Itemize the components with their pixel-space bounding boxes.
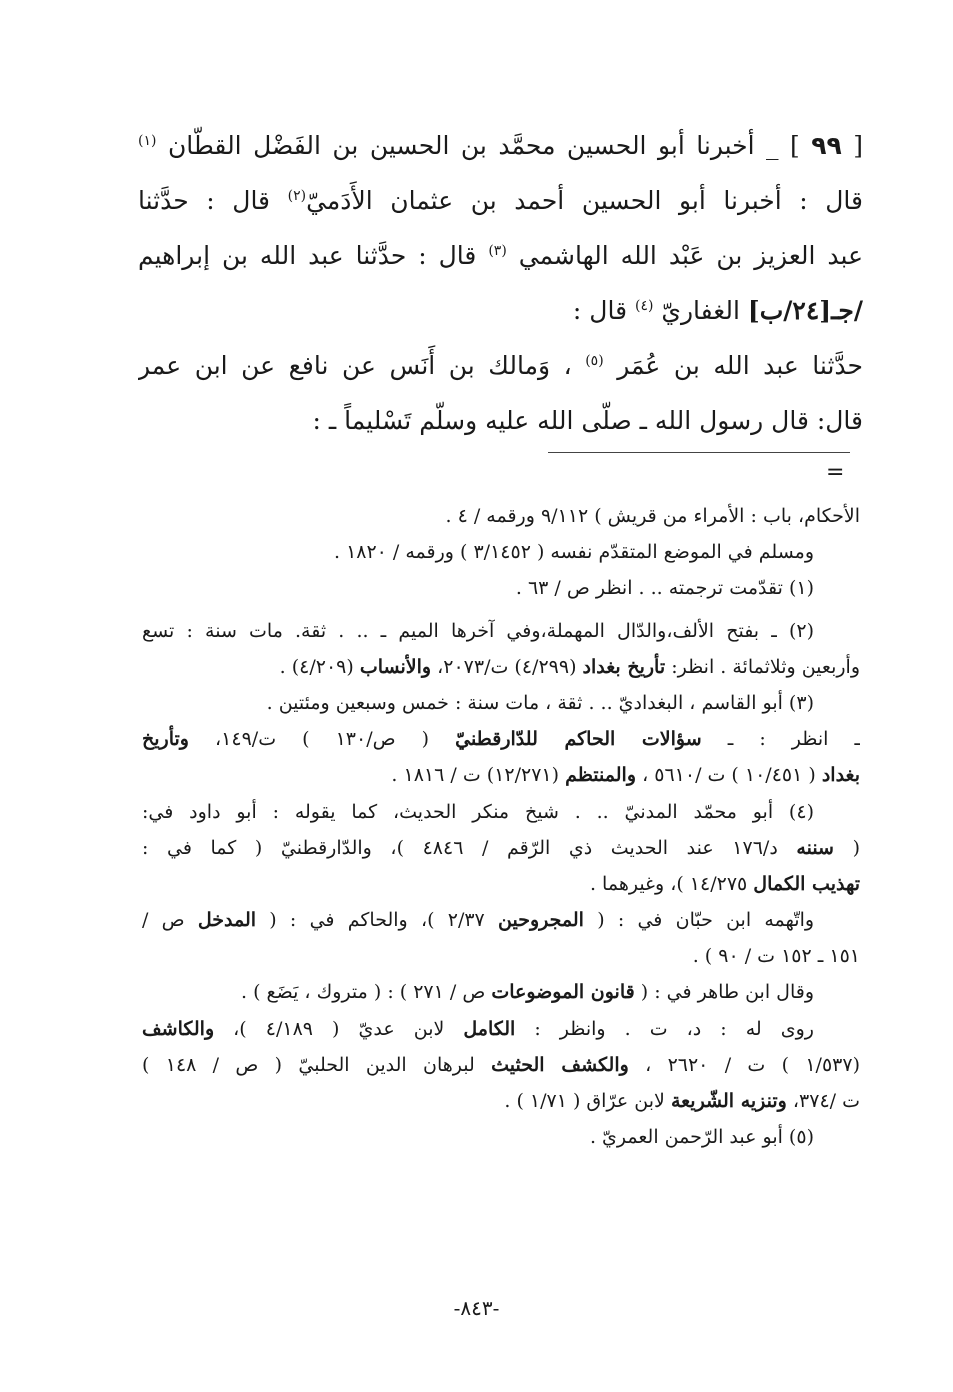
footnote-line: وقال ابن طاهر في : ( قانون الموضوعات ص / ٢٧١ ) : ( متروك ، يَضَع ) . <box>240 981 814 1004</box>
footnote-line: الأحكام، باب : الأمراء من قريش ) ٩/١١٢ ورقمه / ٤ . <box>445 505 860 527</box>
footnote-line: ١٥١ ـ ١٥٢ ت / ٩٠ ) . <box>692 945 860 968</box>
book-title: الكامل <box>463 1017 516 1040</box>
footnote-line: ( سننه د/١٧٦ عند الحديث ذي الرّقم / ٤٨٤٦ )، والدّارقطنيّ ( كما في : <box>142 836 860 859</box>
book-title: وتأريخ <box>142 728 189 751</box>
footnote-5: (٥) أبو عبد الرّحمن العمريّ . <box>589 1126 814 1149</box>
footnote-separator <box>548 452 850 453</box>
book-title: المجروحين <box>498 909 584 932</box>
hadith-line-4: /جـ[٢٤/ب] الغفاريّ $^{(٤)}$ قال : <box>572 296 863 325</box>
book-title: قانون الموضوعات <box>491 981 635 1004</box>
book-title: والأنساب <box>359 655 432 678</box>
footnote-line: روى له : د، ت . وانظر : الكامل لابن عديّ ( ٤/١٨٩ )، والكاشف <box>142 1017 814 1040</box>
footnote-2: (٢) ـ بفتح الألف،والدّال المهملة،وفي آخرها الميم ـ .. . ثقة. مات سنة : تسع <box>142 619 814 642</box>
footnote-3: (٣) أبو القاسم ، البغداديّ .. . ثقة ، مات سنة : خمس وسبعين ومئتين . <box>266 691 814 714</box>
footnote-ref-5[interactable]: (٥) <box>585 353 604 369</box>
footnote-4: (٤) أبو محمّد المدنيّ .. . شيخ منكر الحديث، كما يقوله : أبو داود في: <box>142 800 814 823</box>
book-title: سننه <box>796 836 834 859</box>
book-title: تهذيب الكمال <box>753 872 860 895</box>
hadith-line-1: [ ٩٩ ] _ أخبرنا أبو الحسين محمَّد بن الحسين بن الفَضْل القطّان $^{(١)}$ <box>138 131 863 160</box>
footnote-line: وأربعين وثلاثمائة . انظر: تأريخ بغداد (٤/٢٩٩) ت/٢٠٧٣، والأنساب (٤/٢٠٩) . <box>279 655 860 678</box>
footnote-line: ـ انظر : ـ سؤالات الحاكم للدّارقطنيّ ( ص/١٣٠ ) ت/١٤٩، وتأريخ <box>142 728 860 751</box>
book-title: تأريخ بغداد <box>582 655 666 678</box>
book-title: والمنتظم <box>565 764 637 787</box>
footnotes <box>142 498 860 1155</box>
footnote-line: ومسلم في الموضع المتقدّم نفسه ( ٣/١٤٥٢ ) ورقمه / ١٨٢٠ . <box>333 541 814 564</box>
book-title: وتنزيه الشّريعة <box>670 1090 787 1112</box>
book-title: بغداد <box>821 764 860 787</box>
manuscript-folio-ref: /جـ[٢٤/ب] <box>747 296 863 325</box>
hadith-line-3: عبد العزيز بن عَبْد الله الهاشمي $^{(٣)}$ قال : حدَّثنا عبد الله بن إبراهيم <box>138 241 863 270</box>
footnote-line: ت /٣٧٤، وتنزيه الشّريعة لابن عرّاق ( ١/٧١ ) . <box>504 1090 860 1112</box>
footnote-1: (١) تقدّمت ترجمته .. . انظر ص / ٦٣ . <box>515 577 814 600</box>
footnote-ref-1[interactable]: (١) <box>138 133 157 149</box>
footnote-ref-2[interactable]: (٢) <box>287 188 307 204</box>
book-title: والكشف الحثيث <box>491 1053 629 1076</box>
continuation-mark: = <box>826 460 845 485</box>
footnote-line: تهذيب الكمال ١٤/٢٧٥ )، وغيرهما . <box>589 872 860 895</box>
footnote-line: واتّهمه ابن حبّان في : ( المجروحين ٢/٣٧ )، والحاكم في : ( المدخل ص / <box>142 909 815 932</box>
page-number: -٨٤٣- <box>453 1296 500 1320</box>
footnote-line: بغداد ( ١٠/٤٥١ ) ت /٥٦١٠ ، والمنتظم (١٢/٢٧١) ت / ١٨١٦ . <box>391 764 860 787</box>
book-title: والكاشف <box>142 1017 215 1040</box>
hadith-line-5: حدَّثنا عبد الله بن عُمَر $^{(٥)}$ ، وَمالك بن أَنَس عن نافع عن ابن عمر <box>138 351 863 380</box>
book-title: المدخل <box>197 909 257 932</box>
footnote-ref-3[interactable]: (٣) <box>488 243 507 259</box>
hadith-text <box>138 118 863 448</box>
hadith-line-6: قال: قال رسول الله ـ صلّى الله عليه وسلّم تَسْليماً ـ : <box>312 406 863 435</box>
footnote-line: (١/٥٣٧ ) ت / ٢٦٢٠ ، والكشف الحثيث لبرهان الدين الحلبيّ ( ص / ١٤٨ ) <box>142 1053 860 1076</box>
hadith-number: [ ٩٩ ] <box>790 131 863 160</box>
book-title: سؤالات الحاكم للدّارقطنيّ <box>455 728 702 751</box>
footnote-ref-4[interactable]: (٤) <box>634 298 654 314</box>
hadith-line-2: قال : أخبرنا أبو الحسين أحمد بن عثمان الأَدَميّ$^{(٢)}$ قال : حدَّثنا <box>138 186 863 215</box>
